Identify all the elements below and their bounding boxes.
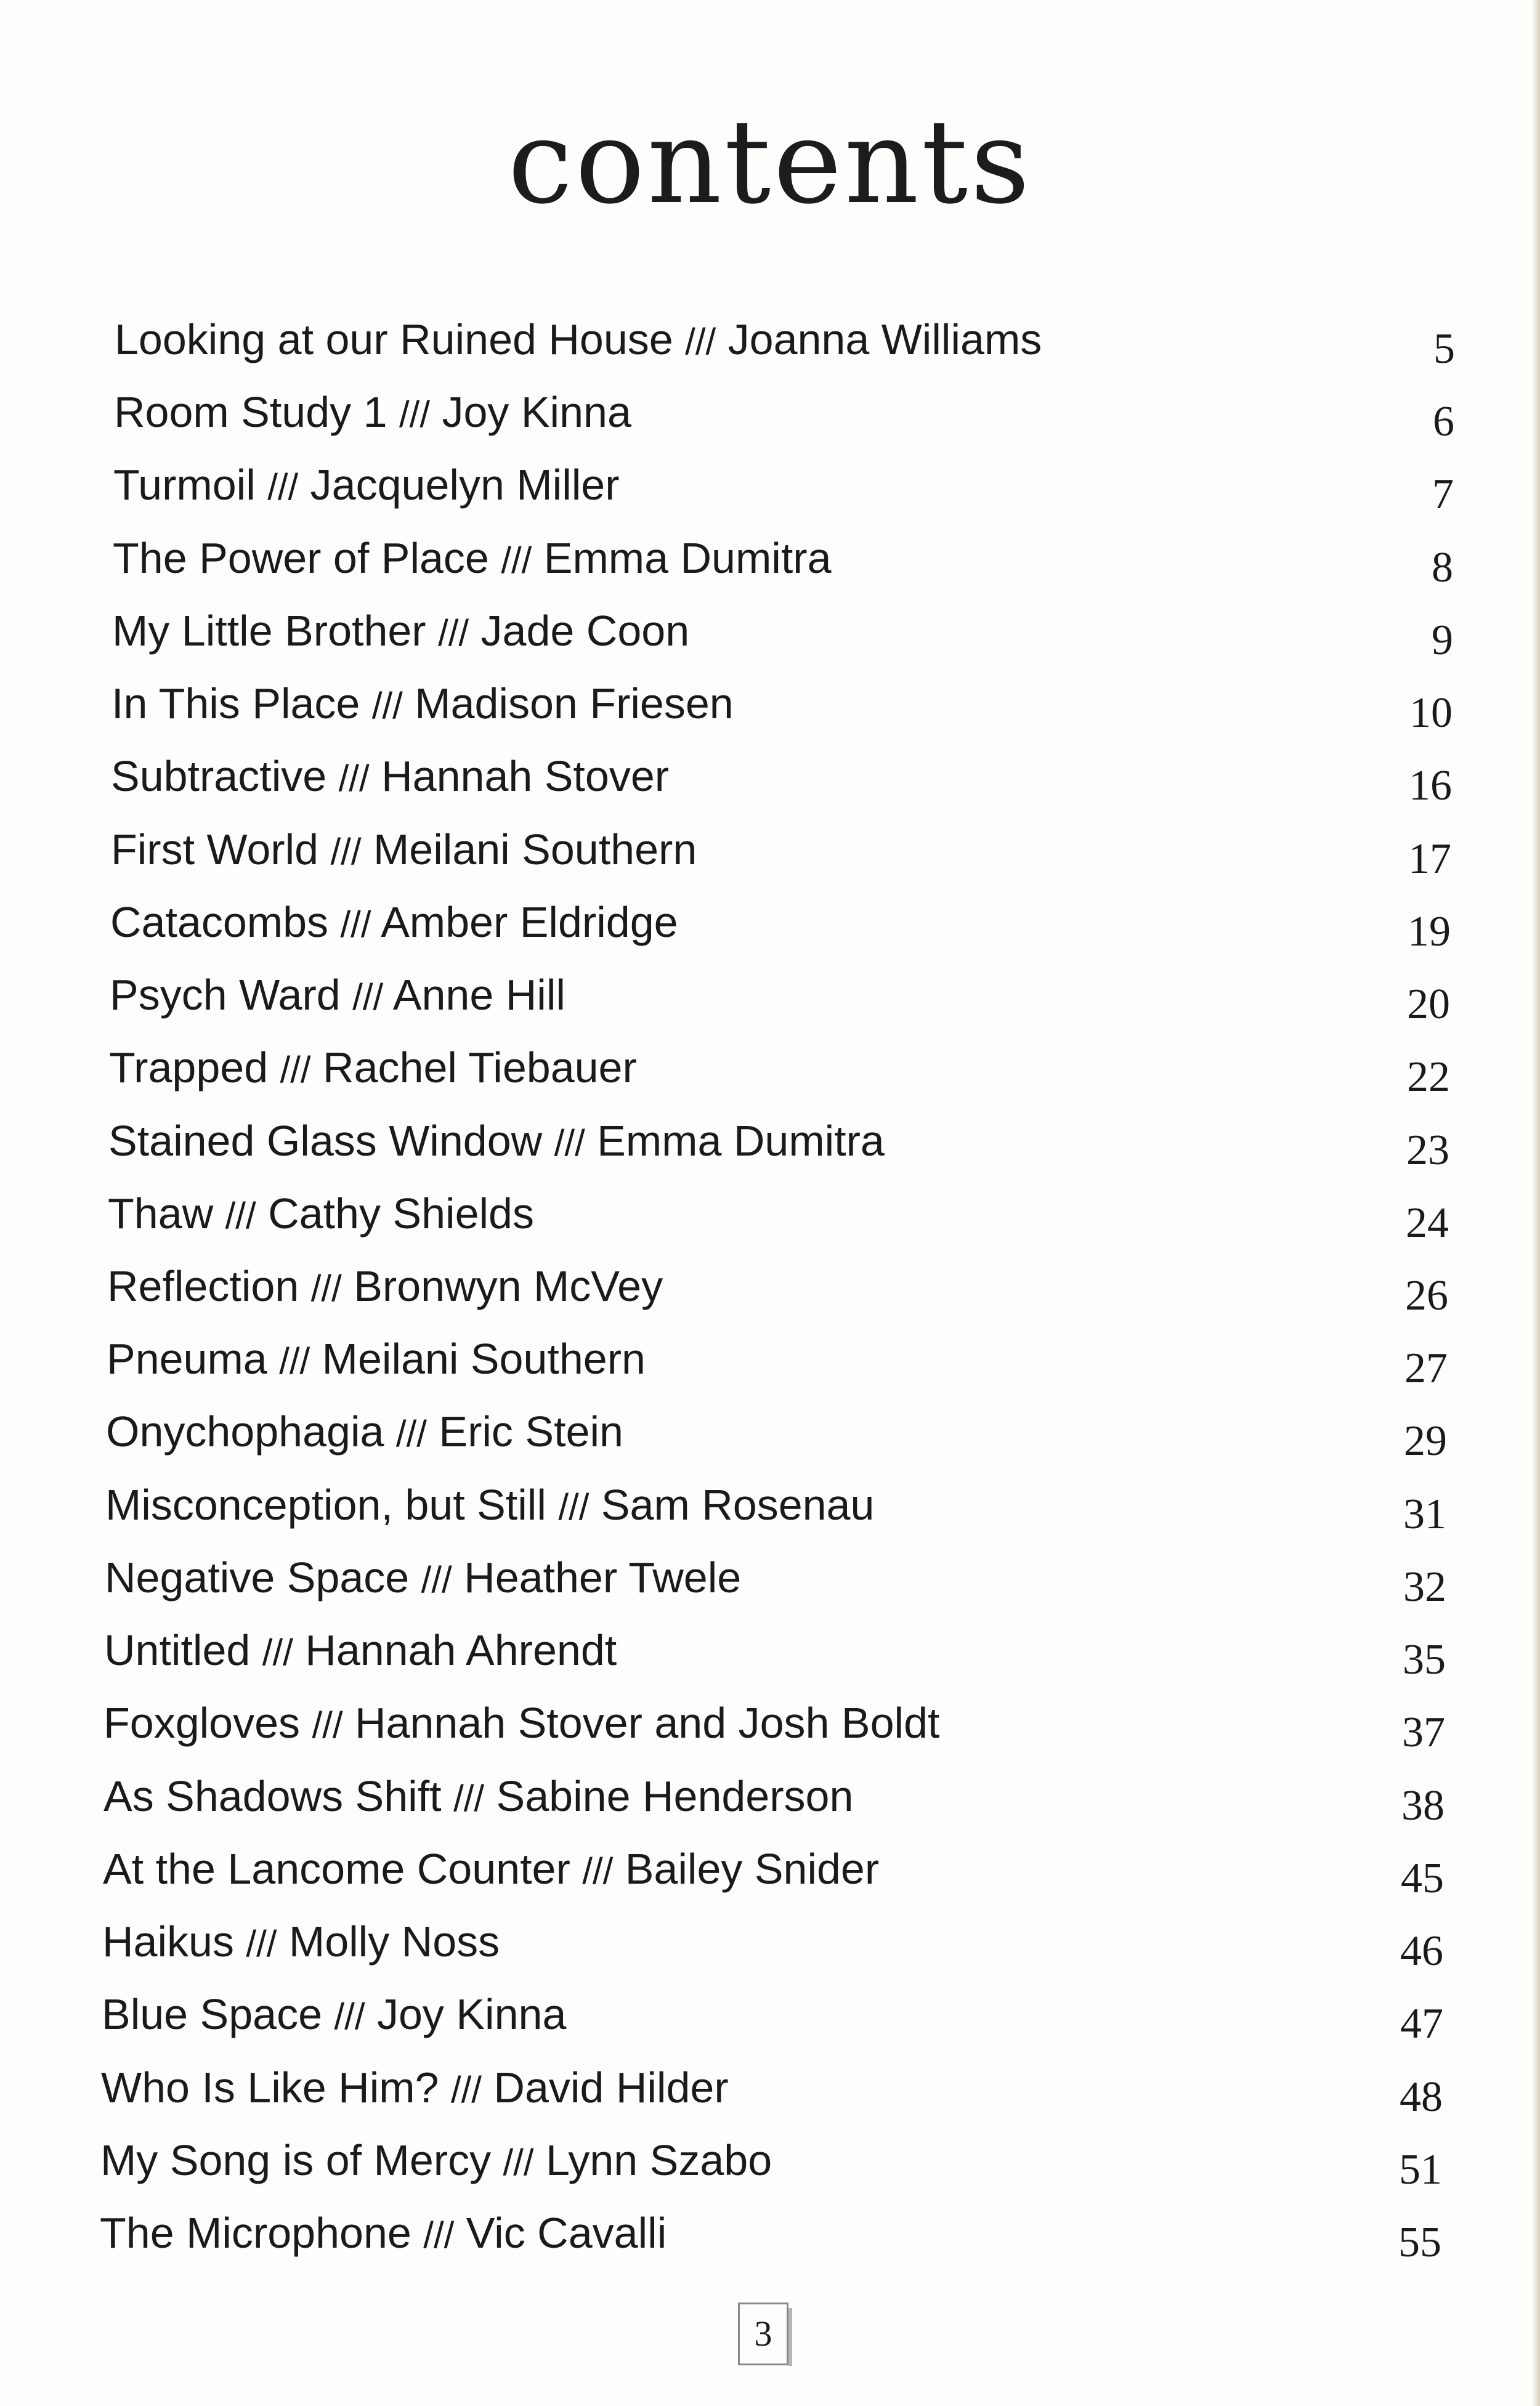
toc-entry-title: Trapped: [109, 1043, 269, 1092]
toc-page-number: 5: [1433, 325, 1455, 373]
toc-entry-title: Misconception, but Still: [105, 1481, 546, 1529]
toc-separator: ///: [279, 1340, 310, 1382]
toc-entry: [0, 1322, 1540, 1395]
toc-entry-text: [103, 1687, 939, 1762]
toc-entry-author: Vic Cavalli: [466, 2209, 667, 2257]
toc-entry-title: Haikus: [102, 1918, 234, 1966]
toc-entry-title: Blue Space: [102, 1990, 323, 2038]
toc-separator: ///: [421, 1559, 452, 1600]
toc-entry: [0, 886, 1540, 958]
toc-entry: [0, 594, 1540, 667]
toc-entry-author: Emma Dumitra: [597, 1117, 885, 1165]
toc-entry-title: Thaw: [108, 1189, 214, 1237]
toc-separator: ///: [246, 1923, 277, 1964]
toc-entry-text: [105, 1541, 741, 1616]
toc-entry-text: [110, 958, 565, 1034]
toc-entry-text: [101, 2051, 729, 2126]
toc-entry: [0, 303, 1540, 376]
toc-entry-title: Catacombs: [110, 898, 329, 946]
toc-entry-title: The Microphone: [100, 2209, 411, 2257]
toc-page-number: 9: [1432, 617, 1453, 664]
toc-entry: [0, 1250, 1540, 1322]
toc-page-number: 19: [1408, 908, 1451, 955]
toc-page-number: 6: [1433, 398, 1454, 445]
toc-page-number: 27: [1404, 1345, 1448, 1392]
toc-entry-title: Turmoil: [113, 461, 256, 509]
toc-entry-text: [100, 2197, 667, 2272]
toc-entry-author: Bailey Snider: [625, 1845, 880, 1893]
toc-page-number: 10: [1409, 689, 1453, 737]
toc-page-number: 32: [1403, 1563, 1446, 1611]
toc-separator: ///: [501, 540, 532, 581]
toc-entry-author: Emma Dumitra: [543, 534, 832, 582]
toc-entry-author: Joy Kinna: [376, 1990, 567, 2038]
page-number-box: [738, 2303, 788, 2365]
toc-entry-text: [108, 1104, 885, 1180]
toc-entry-author: Bronwyn McVey: [354, 1262, 663, 1310]
toc-entry-text: [102, 1905, 500, 1980]
toc-entry-text: [112, 594, 689, 670]
toc-entry-text: [110, 886, 678, 961]
toc-page-number: 22: [1407, 1053, 1450, 1101]
toc-entry-author: Sabine Henderson: [496, 1772, 854, 1820]
toc-entry-title: At the Lancome Counter: [103, 1845, 570, 1893]
toc-entry-title: The Power of Place: [113, 534, 489, 582]
toc-separator: ///: [423, 2214, 455, 2256]
toc-page-number: 29: [1404, 1417, 1447, 1465]
toc-entry-author: Hannah Stover and Josh Boldt: [354, 1699, 940, 1747]
toc-entry: [0, 667, 1540, 740]
toc-entry-title: Who Is Like Him?: [101, 2064, 439, 2112]
toc-entry: [0, 1468, 1540, 1541]
page-number: 3: [754, 2314, 772, 2354]
toc-separator: ///: [453, 1778, 485, 1819]
page-title: contents: [508, 95, 1032, 230]
toc-separator: ///: [262, 1632, 293, 1673]
toc-page-number: 55: [1398, 2219, 1441, 2266]
toc-page-number: 23: [1406, 1127, 1449, 1174]
toc-entry-text: [111, 667, 734, 742]
toc-page-number: 47: [1400, 2000, 1443, 2048]
toc-page-number: 35: [1403, 1636, 1446, 1683]
toc-entry-author: Madison Friesen: [415, 679, 734, 727]
toc-entry: [0, 522, 1540, 594]
toc-entry: [0, 1687, 1540, 1759]
toc-entry-title: Foxgloves: [103, 1699, 301, 1747]
toc-entry-text: [111, 813, 697, 888]
toc-entry: [0, 1541, 1540, 1614]
toc-separator: ///: [338, 758, 370, 799]
toc-entry: [0, 1978, 1540, 2051]
toc-entry-title: Pneuma: [107, 1335, 267, 1383]
toc-entry: [0, 1031, 1540, 1104]
toc-page-number: 51: [1399, 2146, 1442, 2193]
toc-entry-author: Cathy Shields: [268, 1189, 534, 1237]
toc-entry-text: [109, 1031, 637, 1106]
toc-entry-author: Molly Noss: [288, 1918, 500, 1966]
toc-separator: ///: [310, 1268, 342, 1309]
toc-entry-title: Subtractive: [111, 752, 327, 800]
toc-entry-title: My Song is of Mercy: [100, 2136, 492, 2184]
toc-entry-text: [114, 376, 631, 451]
toc-entry-text: [102, 1978, 566, 2053]
toc-entry-author: Sam Rosenau: [601, 1481, 875, 1529]
toc-entry-author: Jade Coon: [480, 607, 690, 655]
toc-entry-author: Joy Kinna: [442, 388, 631, 436]
toc-entry-text: [107, 1322, 646, 1398]
toc-page-number: 45: [1401, 1855, 1444, 1902]
toc-separator: ///: [352, 976, 384, 1018]
toc-entry: [0, 2124, 1540, 2197]
toc-page-number: 20: [1407, 981, 1450, 1028]
toc-entry-text: [106, 1395, 623, 1470]
toc-separator: ///: [340, 904, 371, 945]
toc-separator: ///: [554, 1122, 585, 1164]
toc-page-number: 24: [1406, 1199, 1449, 1247]
toc-entry-author: David Hilder: [493, 2064, 729, 2112]
toc-entry-text: [113, 522, 832, 597]
toc-entry-author: Anne Hill: [392, 971, 565, 1019]
toc-entry-title: Looking at our Ruined House: [115, 315, 673, 363]
toc-entry-author: Jacquelyn Miller: [310, 461, 620, 509]
toc-entry: [0, 1177, 1540, 1250]
toc-page-number: 38: [1401, 1782, 1445, 1829]
toc-entry-title: Room Study 1: [114, 388, 387, 436]
toc-entry-author: Heather Twele: [464, 1553, 742, 1602]
toc-separator: ///: [395, 1413, 427, 1454]
toc-entry: [0, 813, 1540, 886]
toc-entry: [0, 1395, 1540, 1468]
toc-entry-text: [105, 1468, 874, 1544]
toc-entry-title: Reflection: [107, 1262, 299, 1310]
toc-page-number: 31: [1403, 1491, 1446, 1538]
toc-separator: ///: [225, 1195, 256, 1236]
toc-page-number: 16: [1409, 762, 1452, 809]
toc-entry-author: Meilani Southern: [322, 1335, 646, 1383]
toc-entry: [0, 740, 1540, 812]
toc-page-number: 46: [1400, 1927, 1443, 1975]
toc-separator: ///: [503, 2142, 534, 2183]
toc-entry-text: [103, 1760, 853, 1835]
toc-entry-text: [103, 1833, 879, 1908]
toc-separator: ///: [558, 1486, 590, 1528]
toc-entry-title: As Shadows Shift: [103, 1772, 442, 1820]
toc-entry-author: Amber Eldridge: [381, 898, 678, 946]
toc-entry-text: [115, 303, 1042, 378]
toc-entry-author: Hannah Stover: [381, 752, 670, 800]
toc-separator: ///: [267, 466, 299, 508]
toc-entry-title: In This Place: [111, 679, 360, 727]
toc-entry: [0, 1614, 1540, 1687]
toc-entry: [0, 2051, 1540, 2124]
toc-entry-author: Joanna Williams: [727, 315, 1042, 363]
toc-entry-text: [104, 1614, 617, 1689]
toc-entry-title: Onychophagia: [106, 1408, 384, 1456]
toc-entry: [0, 1104, 1540, 1177]
toc-entry-title: Stained Glass Window: [108, 1117, 543, 1165]
toc-separator: ///: [582, 1850, 614, 1892]
toc-entry-text: [113, 448, 620, 524]
toc-separator: ///: [371, 685, 403, 726]
toc-page-number: 17: [1408, 835, 1451, 883]
toc-page-number: 37: [1402, 1709, 1445, 1756]
toc-page-number: 26: [1405, 1272, 1448, 1319]
toc-separator: ///: [312, 1704, 343, 1746]
toc-entry-title: Psych Ward: [110, 971, 341, 1019]
toc-separator: ///: [280, 1049, 311, 1090]
toc-separator: ///: [438, 612, 469, 654]
toc-entry-author: Meilani Southern: [373, 825, 697, 873]
toc-entry-author: Rachel Tiebauer: [323, 1043, 637, 1092]
toc-entry-text: [100, 2124, 772, 2199]
toc-entry-text: [107, 1250, 663, 1325]
toc-separator: ///: [450, 2069, 482, 2110]
toc-entry-title: Negative Space: [105, 1553, 410, 1602]
toc-entry: [0, 958, 1540, 1031]
toc-entry: [0, 448, 1540, 521]
toc-separator: ///: [334, 1996, 365, 2037]
toc-page-number: 8: [1432, 544, 1453, 591]
toc-entry: [0, 376, 1540, 448]
toc-entry-title: My Little Brother: [112, 607, 426, 655]
toc-entry-text: [108, 1177, 534, 1252]
toc-entry: [0, 1905, 1540, 1978]
toc-entry-text: [111, 740, 669, 815]
toc-page-number: 7: [1432, 471, 1454, 518]
toc-separator: ///: [399, 394, 431, 435]
toc-entry-author: Hannah Ahrendt: [305, 1626, 617, 1674]
toc-entry: [0, 2197, 1540, 2269]
toc-entry: [0, 1760, 1540, 1833]
toc-page-number: 48: [1400, 2073, 1443, 2121]
toc-entry-title: First World: [111, 825, 319, 873]
toc-entry-title: Untitled: [104, 1626, 251, 1674]
toc-entry-author: Eric Stein: [439, 1408, 623, 1456]
toc-separator: ///: [685, 321, 716, 362]
toc-entry: [0, 1833, 1540, 1905]
toc-entry-author: Lynn Szabo: [546, 2136, 772, 2184]
toc-separator: ///: [330, 831, 362, 872]
